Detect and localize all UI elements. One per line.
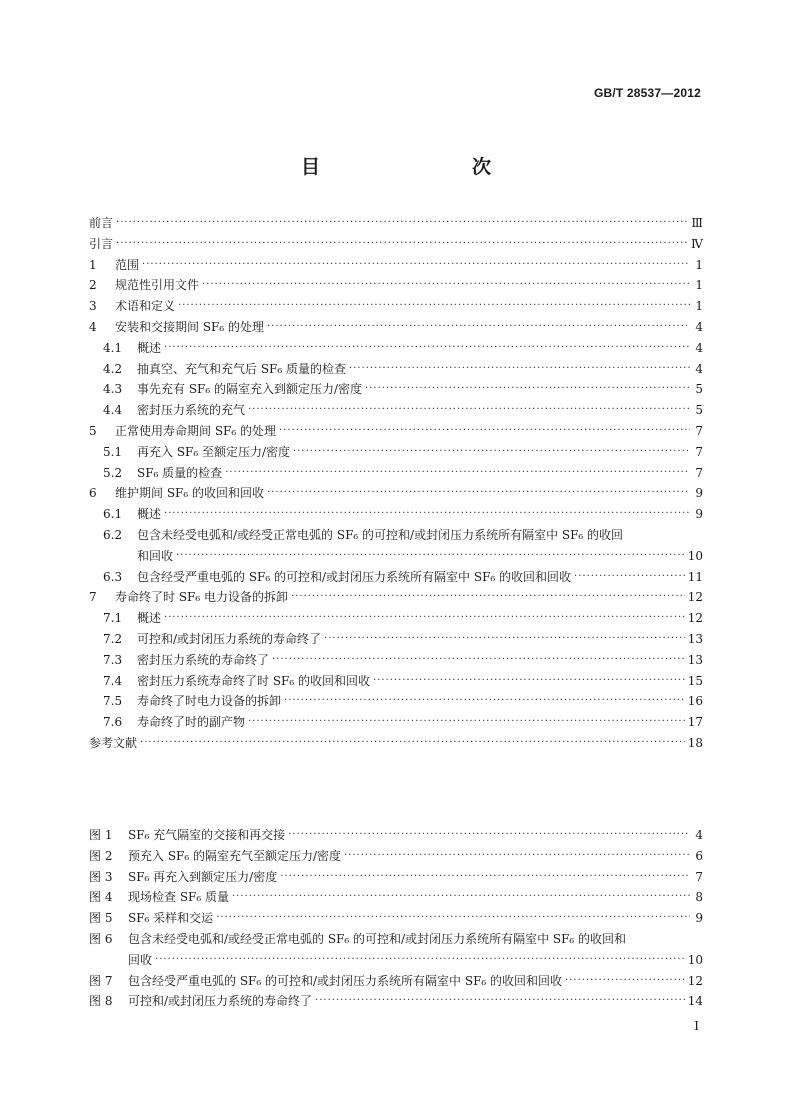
toc-entry[interactable] xyxy=(89,421,703,442)
entry-title: 现场检查 SF₆ 质量 xyxy=(128,890,229,905)
entry-number: 7.2 xyxy=(103,631,123,646)
toc-entry[interactable] xyxy=(89,483,703,504)
dot-leader xyxy=(202,275,690,296)
entry-page: 4 xyxy=(695,361,703,376)
entry-title: 参考文献 xyxy=(89,735,138,750)
page-number: Ⅰ xyxy=(694,1019,699,1033)
entry-page: 7 xyxy=(695,423,703,438)
dot-leader xyxy=(176,546,685,567)
entry-page: 12 xyxy=(687,611,703,626)
entry-page: 5 xyxy=(695,403,703,418)
dot-leader xyxy=(140,733,685,754)
entry-number: 4.2 xyxy=(103,361,123,376)
dot-leader xyxy=(164,608,685,629)
entry-number: 图 3 xyxy=(89,869,113,884)
figure-entry[interactable] xyxy=(89,929,703,950)
entry-title: 安装和交接期间 SF₆ 的处理 xyxy=(115,319,264,334)
entry-number: 1 xyxy=(89,257,97,272)
entry-page: 1 xyxy=(695,299,703,314)
entry-page: 13 xyxy=(687,652,703,667)
toc-entry[interactable] xyxy=(89,213,703,234)
dot-leader xyxy=(216,908,690,929)
figure-entry[interactable] xyxy=(89,867,703,888)
figure-entry[interactable] xyxy=(89,908,703,929)
entry-page: 6 xyxy=(695,848,703,863)
entry-number: 6.1 xyxy=(103,507,123,522)
dot-leader xyxy=(293,442,690,463)
entry-number: 5.2 xyxy=(103,465,123,480)
dot-leader xyxy=(574,567,685,588)
entry-title: 包含经受严重电弧的 SF₆ 的可控和/或封闭压力系统所有隔室中 SF₆ 的收回和回收 xyxy=(128,973,563,988)
toc-entry[interactable] xyxy=(89,275,703,296)
toc-entry[interactable] xyxy=(89,691,703,712)
entry-number: 4 xyxy=(89,319,97,334)
dot-leader xyxy=(248,400,690,421)
entry-number: 图 6 xyxy=(89,931,113,946)
entry-title-continued: 回收 xyxy=(128,952,153,967)
entry-number: 7.5 xyxy=(103,694,123,709)
dot-leader xyxy=(225,463,690,484)
entry-title: 前言 xyxy=(89,216,114,230)
dot-leader xyxy=(291,587,685,608)
dot-leader xyxy=(116,234,688,255)
dot-leader xyxy=(116,213,688,234)
entry-page: 7 xyxy=(695,444,703,459)
dot-leader xyxy=(267,317,690,338)
toc-entry[interactable] xyxy=(89,733,703,754)
dot-leader xyxy=(178,296,690,317)
entry-number: 3 xyxy=(89,299,97,314)
toc-entry[interactable] xyxy=(89,629,703,650)
entry-title: 概述 xyxy=(137,611,162,626)
page-title: 目 次 xyxy=(300,156,529,178)
entry-title: SF₆ 质量的检查 xyxy=(137,465,223,480)
entry-number: 4.3 xyxy=(103,382,123,397)
entry-page: 16 xyxy=(687,694,703,709)
entry-title: 寿命终了时电力设备的拆卸 xyxy=(137,694,282,709)
dot-leader xyxy=(272,650,685,671)
entry-page: 4 xyxy=(695,319,703,334)
entry-number: 6 xyxy=(89,486,97,501)
entry-number: 5.1 xyxy=(103,444,123,459)
dot-leader xyxy=(288,825,690,846)
dot-leader xyxy=(142,255,690,276)
entry-number: 7.3 xyxy=(103,652,123,667)
dot-leader xyxy=(232,887,690,908)
entry-number: 4.1 xyxy=(103,340,123,355)
entry-number: 图 5 xyxy=(89,911,113,926)
entry-page: 12 xyxy=(687,973,703,988)
toc-entry[interactable] xyxy=(89,504,703,525)
entry-page: 5 xyxy=(695,382,703,397)
toc-entry[interactable] xyxy=(89,608,703,629)
entry-page: 7 xyxy=(695,465,703,480)
table-of-contents xyxy=(89,213,703,754)
entry-page: 1 xyxy=(695,257,703,272)
entry-continuation xyxy=(89,546,703,567)
entry-title: SF₆ 采样和交运 xyxy=(128,911,214,926)
entry-title: 可控和/或封闭压力系统的寿命终了 xyxy=(137,631,322,646)
figure-entry[interactable] xyxy=(89,825,703,846)
toc-entry[interactable] xyxy=(89,587,703,608)
toc-entry[interactable] xyxy=(89,296,703,317)
entry-title: 寿命终了时 SF₆ 电力设备的拆卸 xyxy=(115,590,288,605)
entry-title-continued: 和回收 xyxy=(137,548,174,563)
entry-title: 可控和/或封闭压力系统的寿命终了 xyxy=(128,994,313,1009)
entry-page: 10 xyxy=(687,952,703,967)
toc-entry[interactable] xyxy=(89,234,703,255)
entry-title: 再充入 SF₆ 至额定压力/密度 xyxy=(137,444,291,459)
dot-leader xyxy=(349,359,690,380)
dot-leader xyxy=(155,950,685,971)
entry-page: 13 xyxy=(687,631,703,646)
entry-page: 1 xyxy=(695,278,703,293)
entry-number: 图 2 xyxy=(89,848,113,863)
toc-entry[interactable] xyxy=(89,442,703,463)
toc-entry[interactable] xyxy=(89,650,703,671)
entry-page: 18 xyxy=(687,735,703,750)
entry-page: 11 xyxy=(687,569,703,584)
entry-page: 12 xyxy=(687,590,703,605)
entry-number: 图 8 xyxy=(89,994,113,1009)
entry-page: Ⅳ xyxy=(691,236,703,251)
dot-leader xyxy=(280,867,690,888)
toc-entry[interactable] xyxy=(89,463,703,484)
entry-title: SF₆ 充气隔室的交接和再交接 xyxy=(128,828,286,842)
entry-number: 4.4 xyxy=(103,403,123,418)
entry-page: 15 xyxy=(687,673,703,688)
dot-leader xyxy=(373,671,685,692)
entry-page: 4 xyxy=(695,340,703,355)
entry-page: 8 xyxy=(695,890,703,905)
dot-leader xyxy=(315,991,685,1012)
dot-leader xyxy=(324,629,685,650)
entry-number: 7 xyxy=(89,590,97,605)
entry-number: 5 xyxy=(89,423,97,438)
toc-entry[interactable] xyxy=(89,317,703,338)
dot-leader xyxy=(565,971,685,992)
entry-title: 概述 xyxy=(137,340,162,355)
toc-entry[interactable] xyxy=(89,525,703,546)
entry-title: 范围 xyxy=(115,257,140,272)
entry-title: 概述 xyxy=(137,507,162,522)
entry-page: 9 xyxy=(695,486,703,501)
entry-title: 包含未经受电弧和/或经受正常电弧的 SF₆ 的可控和/或封闭压力系统所有隔室中 SF₆ 的收回和 xyxy=(128,931,627,946)
entry-title: SF₆ 再充入到额定压力/密度 xyxy=(128,869,278,884)
entry-title: 正常使用寿命期间 SF₆ 的处理 xyxy=(115,423,276,438)
entry-page: 7 xyxy=(695,869,703,884)
toc-entry[interactable] xyxy=(89,379,703,400)
figure-entry[interactable] xyxy=(89,971,703,992)
figure-entry[interactable] xyxy=(89,846,703,867)
entry-page: 14 xyxy=(687,994,703,1009)
toc-entry[interactable] xyxy=(89,567,703,588)
entry-title: 包含经受严重电弧的 SF₆ 的可控和/或封闭压力系统所有隔室中 SF₆ 的收回和回收 xyxy=(137,569,572,584)
entry-title: 密封压力系统的充气 xyxy=(137,403,246,418)
entry-title: 预充入 SF₆ 的隔室充气至额定压力/密度 xyxy=(128,848,342,863)
figure-entry[interactable] xyxy=(89,991,703,1012)
toc-entry[interactable] xyxy=(89,671,703,692)
entry-page: 9 xyxy=(695,507,703,522)
entry-number: 图 4 xyxy=(89,890,113,905)
entry-number: 7.6 xyxy=(103,715,123,730)
entry-title: 术语和定义 xyxy=(115,299,176,314)
dot-leader xyxy=(248,712,685,733)
entry-page: 10 xyxy=(687,548,703,563)
dot-leader xyxy=(344,846,690,867)
entry-title: 规范性引用文件 xyxy=(115,278,200,293)
entry-title: 抽真空、充气和充气后 SF₆ 质量的检查 xyxy=(137,361,346,376)
entry-number: 7.1 xyxy=(103,611,123,626)
entry-page: 17 xyxy=(687,715,703,730)
dot-leader xyxy=(164,338,690,359)
entry-number: 6.3 xyxy=(103,569,123,584)
entry-number: 图 7 xyxy=(89,973,113,988)
toc-entry[interactable] xyxy=(89,338,703,359)
toc-entry[interactable] xyxy=(89,255,703,276)
entry-title: 包含未经受电弧和/或经受正常电弧的 SF₆ 的可控和/或封闭压力系统所有隔室中 SF₆ 的收回 xyxy=(137,527,624,542)
entry-title: 密封压力系统寿命终了时 SF₆ 的收回和回收 xyxy=(137,673,370,688)
dot-leader xyxy=(279,421,690,442)
entry-number: 2 xyxy=(89,278,97,293)
standard-code: GB/T 28537—2012 xyxy=(593,86,701,100)
dot-leader xyxy=(164,504,690,525)
toc-entry[interactable] xyxy=(89,359,703,380)
list-of-figures xyxy=(89,825,703,1012)
toc-entry[interactable] xyxy=(89,400,703,421)
entry-page: 4 xyxy=(695,828,703,842)
entry-number: 7.4 xyxy=(103,673,123,688)
entry-number: 图 1 xyxy=(89,828,113,842)
entry-page: 9 xyxy=(695,911,703,926)
entry-title: 密封压力系统的寿命终了 xyxy=(137,652,270,667)
entry-page: Ⅲ xyxy=(691,216,703,230)
entry-title: 事先充有 SF₆ 的隔室充入到额定压力/密度 xyxy=(137,382,363,397)
dot-leader xyxy=(365,379,690,400)
dot-leader xyxy=(284,691,685,712)
entry-number: 6.2 xyxy=(103,527,123,542)
entry-continuation xyxy=(89,950,703,971)
entry-title: 维护期间 SF₆ 的收回和回收 xyxy=(115,486,264,501)
entry-title: 引言 xyxy=(89,236,114,251)
toc-entry[interactable] xyxy=(89,712,703,733)
dot-leader xyxy=(267,483,690,504)
figure-entry[interactable] xyxy=(89,887,703,908)
entry-title: 寿命终了时的副产物 xyxy=(137,715,246,730)
